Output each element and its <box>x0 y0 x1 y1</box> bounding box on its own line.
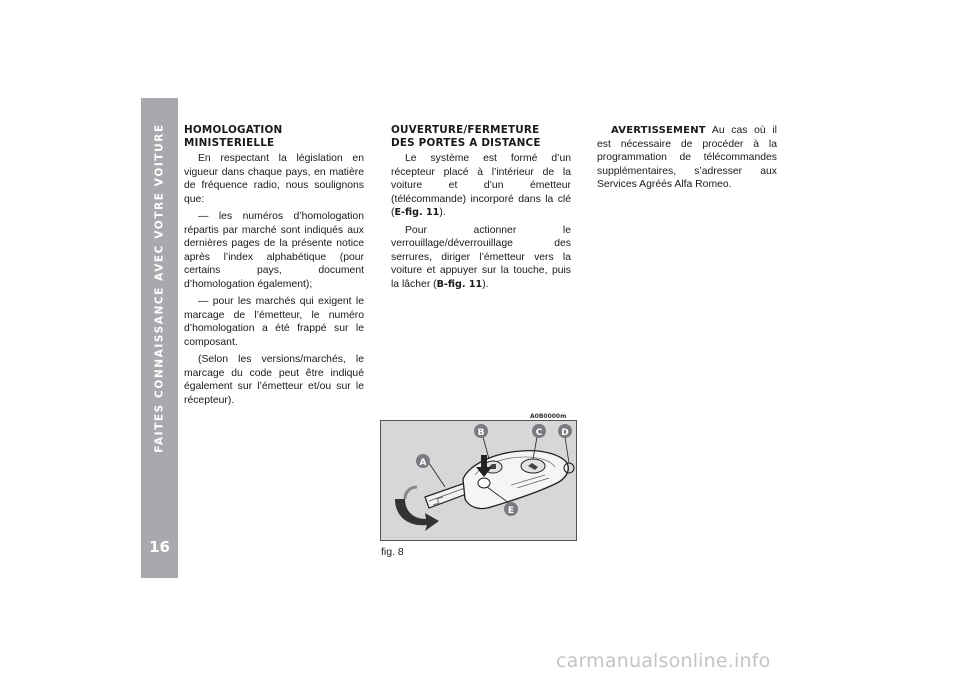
paragraph <box>391 152 571 220</box>
paragraph: (Selon les versions/marchés, le marcage du code peut être indiqué également sur l’émetteur et/ou sur le récepteur). <box>184 354 364 406</box>
paragraph-text: ). <box>439 207 446 218</box>
key-illustration <box>381 421 576 540</box>
heading-line-2: DES PORTES A DISTANCE <box>391 136 541 149</box>
callout-a-label: A <box>419 458 427 468</box>
figure-caption: fig. 8 <box>381 546 404 558</box>
paragraph: En respectant la législation en vigueur dans chaque pays, en matière de fréquence radio, nous soulignons que: <box>184 153 364 205</box>
sidebar-title-wrap <box>141 98 178 478</box>
column-warning <box>597 124 777 196</box>
warning-text: Au cas où il est nécessaire de procéder à la programmation de télécommandes supplémentaires, s’adresser aux Services Agréés Alfa Romeo. <box>597 125 777 190</box>
column-homologation <box>184 124 364 411</box>
paragraph-text: Pour actionner le verrouillage/déverrouillage des serrures, diriger l’émetteur vers la voiture et appuyer sur la touche, puis la lâcher ( <box>391 224 571 290</box>
heading-line-1: HOMOLOGATION <box>184 124 283 136</box>
sidebar <box>141 98 178 578</box>
watermark: carmanualsonline.info <box>556 650 771 672</box>
warning-paragraph <box>597 124 777 192</box>
heading-homologation <box>184 124 364 149</box>
callout-d-label: D <box>561 428 569 438</box>
paragraph-text: Le système est formé d’un récepteur placé à l’intérieur de la voiture et d’un émetteur (télécommande) incorporé dans la clé ( <box>391 153 571 218</box>
figure-reference: B-fig. 11 <box>436 278 483 290</box>
heading-line-2: MINISTERIELLE <box>184 136 275 149</box>
paragraph: — pour les marchés qui exigent le marcage de l’émetteur, le numéro d’homologation a été frappé sur le composant. <box>184 296 364 348</box>
paragraph: — les numéros d’homologation répartis par marché sont indiqués aux dernières pages de la présente notice après l’index alphabétique (pour certains pays, document d’homologation également); <box>184 211 364 290</box>
figure-reference: E-fig. 11 <box>394 207 440 218</box>
key-blade <box>425 483 469 508</box>
page-number: 16 <box>149 538 170 556</box>
warning-label: AVERTISSEMENT <box>611 125 706 136</box>
heading-line-1: OUVERTURE/FERMETURE <box>391 124 540 136</box>
column-remote-locking <box>391 124 571 295</box>
key-body <box>463 451 574 509</box>
paragraph-text: ). <box>482 278 489 290</box>
callout-a <box>416 454 445 487</box>
paragraph <box>391 224 571 292</box>
callout-b-label: B <box>477 428 485 438</box>
figure-code: A0B0000m <box>530 413 567 420</box>
heading-remote-locking <box>391 124 571 149</box>
callout-b <box>474 424 489 459</box>
key-figure <box>380 420 577 541</box>
callout-e-label: E <box>507 506 515 516</box>
callout-c-label: C <box>535 428 543 438</box>
rotate-arrow-icon <box>395 487 439 531</box>
section-title: FAITES CONNAISSANCE AVEC VOTRE VOITURE <box>153 123 166 453</box>
